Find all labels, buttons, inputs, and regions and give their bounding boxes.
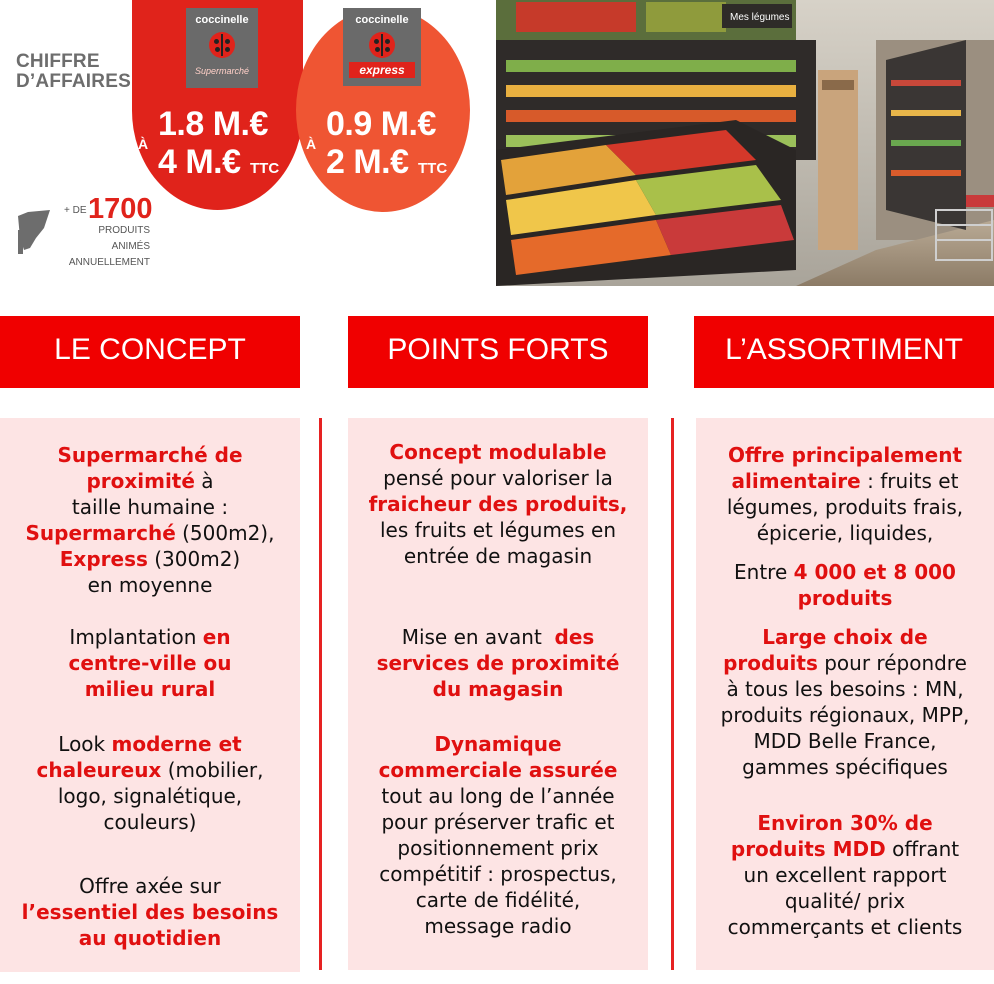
ladybug-icon bbox=[209, 32, 235, 58]
concept-text: logo, signalétique, bbox=[57, 784, 243, 808]
assortiment-block-1 bbox=[696, 442, 994, 546]
concept-text: taille humaine : bbox=[71, 495, 229, 519]
ca-line2: D’AFFAIRES bbox=[16, 71, 131, 92]
assortiment-text: produits régionaux, MPP, bbox=[720, 703, 970, 727]
concept-red-text: centre-ville ou bbox=[68, 651, 232, 675]
points-block-1 bbox=[348, 439, 648, 569]
megaphone-icon bbox=[14, 208, 56, 256]
concept-red-text: proximité bbox=[86, 469, 195, 493]
concept-text: à bbox=[194, 469, 214, 493]
points-text: pensé pour valoriser la bbox=[383, 466, 613, 490]
header-assortiment: L’ASSORTIMENT bbox=[694, 316, 994, 388]
concept-red-text: en bbox=[202, 625, 231, 649]
assortiment-block-4 bbox=[696, 810, 994, 940]
concept-red-text: l’essentiel des besoins bbox=[21, 900, 279, 924]
supermarche-ca-low: 1.8 M.€ bbox=[158, 105, 268, 143]
logo1-brand: coccinelle bbox=[195, 14, 249, 26]
column-divider bbox=[319, 418, 322, 970]
concept-red-text: Express bbox=[59, 547, 148, 571]
concept-red-text: chaleureux bbox=[36, 758, 162, 782]
assortiment-red-text: produits MDD bbox=[730, 837, 886, 861]
concept-block-2 bbox=[0, 624, 300, 702]
concept-text: en moyenne bbox=[87, 573, 213, 597]
points-text: pour préserver trafic et bbox=[381, 810, 615, 834]
points-red-text: Concept modulable bbox=[389, 440, 607, 464]
concept-text: Look bbox=[58, 732, 112, 756]
concept-text: Implantation bbox=[69, 625, 203, 649]
assortiment-text: gammes spécifiques bbox=[742, 755, 948, 779]
points-red-text: commerciale assurée bbox=[378, 758, 618, 782]
assortiment-block-2 bbox=[696, 559, 994, 611]
assortiment-red-text: produits bbox=[723, 651, 818, 675]
points-red-text: des bbox=[554, 625, 595, 649]
points-text: les fruits et légumes en bbox=[379, 518, 617, 542]
assortiment-text: épicerie, liquides, bbox=[756, 521, 934, 545]
logo2-sub: express bbox=[349, 62, 415, 78]
assortiment-text: pour répondre bbox=[817, 651, 967, 675]
points-red-text: services de proximité bbox=[376, 651, 620, 675]
points-text: compétitif : prospectus, bbox=[379, 862, 617, 886]
points-text: carte de fidélité, bbox=[415, 888, 581, 912]
ttc-label-2: TTC bbox=[418, 160, 448, 177]
store-photo bbox=[496, 0, 994, 286]
assortiment-text: à tous les besoins : MN, bbox=[726, 677, 964, 701]
assortiment-text: offrant bbox=[885, 837, 960, 861]
a-mark-2: À bbox=[306, 136, 317, 152]
concept-block-1 bbox=[0, 442, 300, 598]
points-text: entrée de magasin bbox=[403, 544, 593, 568]
assortiment-text: légumes, produits frais, bbox=[726, 495, 964, 519]
points-block-2 bbox=[348, 624, 648, 702]
assortiment-red-text: alimentaire bbox=[731, 469, 861, 493]
header-points-forts: POINTS FORTS bbox=[348, 316, 648, 388]
panel-points-forts bbox=[348, 418, 648, 970]
header-le-concept: LE CONCEPT bbox=[0, 316, 300, 388]
points-red-text: Dynamique bbox=[434, 732, 562, 756]
express-ca-low: 0.9 M.€ bbox=[326, 105, 436, 143]
plus-de-label: + DE bbox=[64, 205, 87, 216]
points-red-text: fraicheur des produits, bbox=[368, 492, 628, 516]
produits-label: PRODUITS bbox=[98, 225, 150, 236]
concept-text: Offre axée sur bbox=[79, 874, 221, 898]
supermarche-ca-high: 4 M.€ bbox=[158, 143, 241, 181]
assortiment-text: MDD Belle France, bbox=[753, 729, 937, 753]
concept-red-text: milieu rural bbox=[84, 677, 216, 701]
assortiment-red-text: 4 000 et 8 000 bbox=[793, 560, 956, 584]
concept-text: (mobilier, bbox=[161, 758, 264, 782]
coccinelle-supermarche-logo bbox=[186, 8, 258, 88]
ladybug-icon bbox=[369, 32, 395, 58]
assortiment-red-text: Large choix de bbox=[762, 625, 928, 649]
points-text: tout au long de l’année bbox=[381, 784, 615, 808]
assortiment-red-text: Offre principalement bbox=[727, 443, 962, 467]
column-divider bbox=[671, 418, 674, 970]
logo2-brand: coccinelle bbox=[355, 14, 409, 26]
products-count: 1700 bbox=[88, 193, 153, 225]
logo1-sub: Supermarché bbox=[194, 66, 250, 76]
concept-text: couleurs) bbox=[103, 810, 197, 834]
concept-text: (500m2), bbox=[175, 521, 275, 545]
annuellement-label: ANNUELLEMENT bbox=[68, 257, 150, 268]
points-text: message radio bbox=[424, 914, 572, 938]
points-text: positionnement prix bbox=[397, 836, 599, 860]
panel-le-concept bbox=[0, 418, 300, 972]
concept-block-4 bbox=[0, 873, 300, 951]
points-red-text: du magasin bbox=[432, 677, 564, 701]
concept-red-text: Supermarché bbox=[25, 521, 176, 545]
concept-red-text: au quotidien bbox=[78, 926, 222, 950]
assortiment-text: : fruits et bbox=[860, 469, 959, 493]
assortiment-text: qualité/ prix bbox=[784, 889, 906, 913]
assortiment-text: commerçants et clients bbox=[727, 915, 963, 939]
photo-sign-text: Mes légumes bbox=[730, 12, 790, 23]
chiffre-affaires-label bbox=[16, 52, 146, 92]
ca-line1: CHIFFRE bbox=[16, 51, 100, 72]
coccinelle-express-logo bbox=[343, 8, 421, 86]
assortiment-block-3 bbox=[696, 624, 994, 780]
concept-red-text: Supermarché de bbox=[57, 443, 243, 467]
concept-text: (300m2) bbox=[147, 547, 241, 571]
a-mark-1: À bbox=[138, 136, 149, 152]
points-block-3 bbox=[348, 731, 648, 939]
panel-assortiment bbox=[696, 418, 994, 970]
assortiment-red-text: Environ 30% de bbox=[757, 811, 933, 835]
express-ca-high: 2 M.€ bbox=[326, 143, 409, 181]
assortiment-text: Entre bbox=[734, 560, 794, 584]
assortiment-text: un excellent rapport bbox=[743, 863, 947, 887]
concept-red-text: moderne et bbox=[111, 732, 242, 756]
concept-block-3 bbox=[0, 731, 300, 835]
points-text: Mise en avant bbox=[401, 625, 555, 649]
animes-label: ANIMÉS bbox=[111, 241, 150, 252]
assortiment-red-text: produits bbox=[797, 586, 893, 610]
ttc-label-1: TTC bbox=[250, 160, 280, 177]
